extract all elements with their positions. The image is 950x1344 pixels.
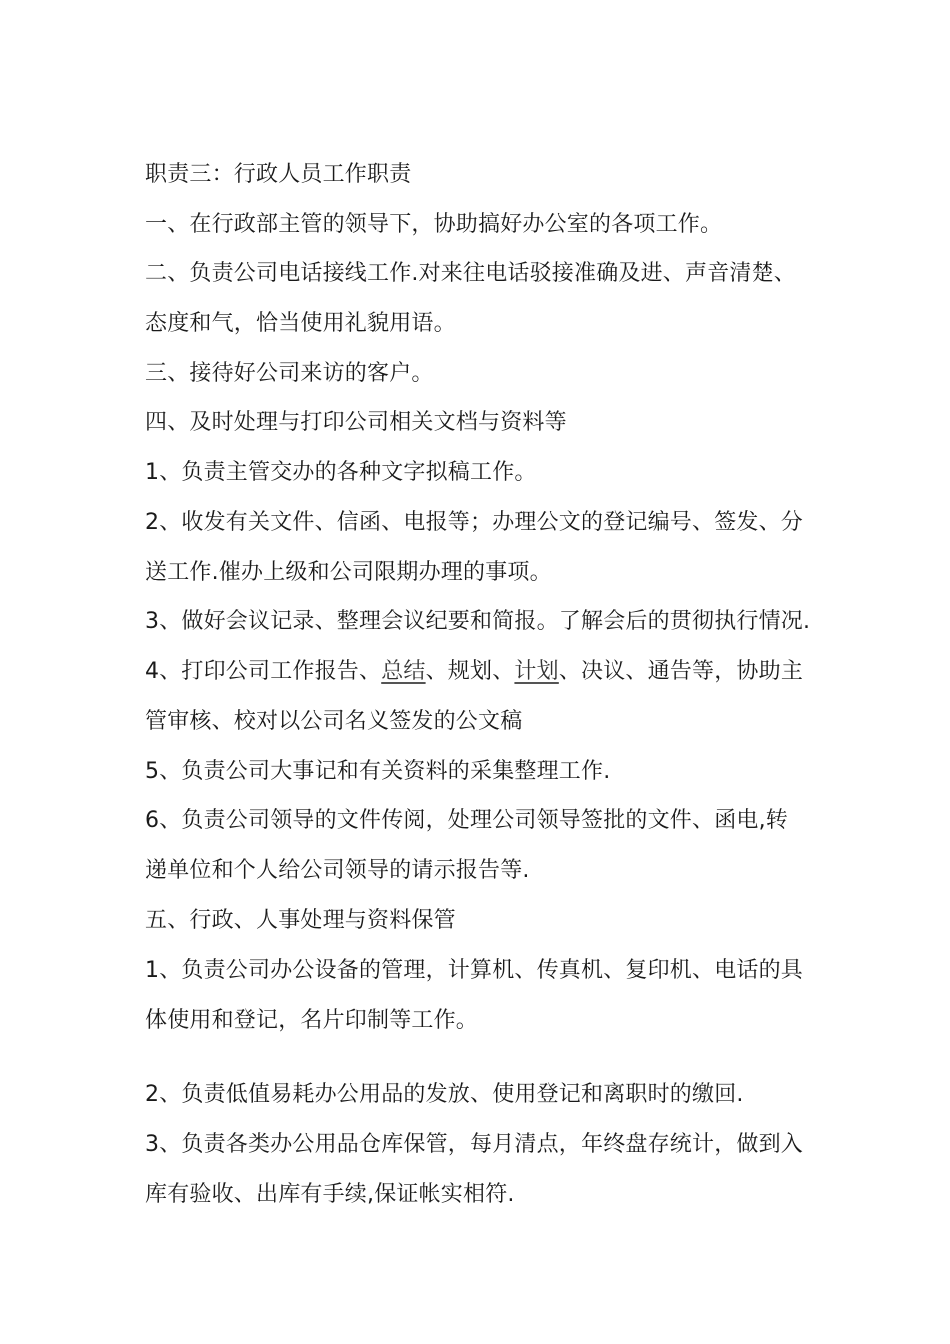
- text-line: 3、负责各类办公用品仓库保管，每月清点，年终盘存统计，做到入: [145, 1132, 803, 1157]
- summary-link[interactable]: 总结: [381, 659, 426, 684]
- text-line: 2、收发有关文件、信函、电报等；办理公文的登记编号、签发、分: [145, 510, 803, 535]
- text-line: 三、接待好公司来访的客户。: [145, 361, 434, 386]
- text-line: 递单位和个人给公司领导的请示报告等.: [145, 858, 530, 883]
- text-line: 管审核、校对以公司名义签发的公文稿: [145, 709, 523, 734]
- text-line-with-links: [145, 657, 825, 687]
- plan-link[interactable]: 计划: [514, 659, 559, 684]
- text-line: 1、负责公司办公设备的管理，计算机、传真机、复印机、电话的具: [145, 958, 803, 983]
- text-line: 1、负责主管交办的各种文字拟稿工作。: [145, 460, 537, 485]
- text-line: 3、做好会议记录、整理会议纪要和简报。了解会后的贯彻执行情况.: [145, 609, 811, 634]
- text-line: 体使用和登记，名片印制等工作。: [145, 1008, 479, 1033]
- text-line: 6、负责公司领导的文件传阅，处理公司领导签批的文件、函电,转: [145, 808, 788, 833]
- section-heading: 五、行政、人事处理与资料保管: [145, 908, 456, 933]
- section-heading: 四、及时处理与打印公司相关文档与资料等: [145, 410, 567, 435]
- document-heading: 职责三：行政人员工作职责: [145, 162, 412, 187]
- text-segment: 、决议、通告等，协助主: [558, 659, 804, 684]
- text-line: 5、负责公司大事记和有关资料的采集整理工作.: [145, 759, 611, 784]
- text-line: 送工作.催办上级和公司限期办理的事项。: [145, 560, 552, 585]
- text-line: 二、负责公司电话接线工作.对来往电话驳接准确及进、声音清楚、: [145, 261, 796, 286]
- text-line: 2、负责低值易耗办公用品的发放、使用登记和离职时的缴回.: [145, 1082, 744, 1107]
- text-line: 库有验收、出库有手续,保证帐实相符.: [145, 1182, 515, 1207]
- text-segment: 4、打印公司工作报告、: [145, 659, 382, 684]
- text-line: 一、在行政部主管的领导下，协助搞好办公室的各项工作。: [145, 212, 723, 237]
- text-segment: 、规划、: [425, 659, 515, 684]
- text-line: 态度和气，恰当使用礼貌用语。: [145, 311, 456, 336]
